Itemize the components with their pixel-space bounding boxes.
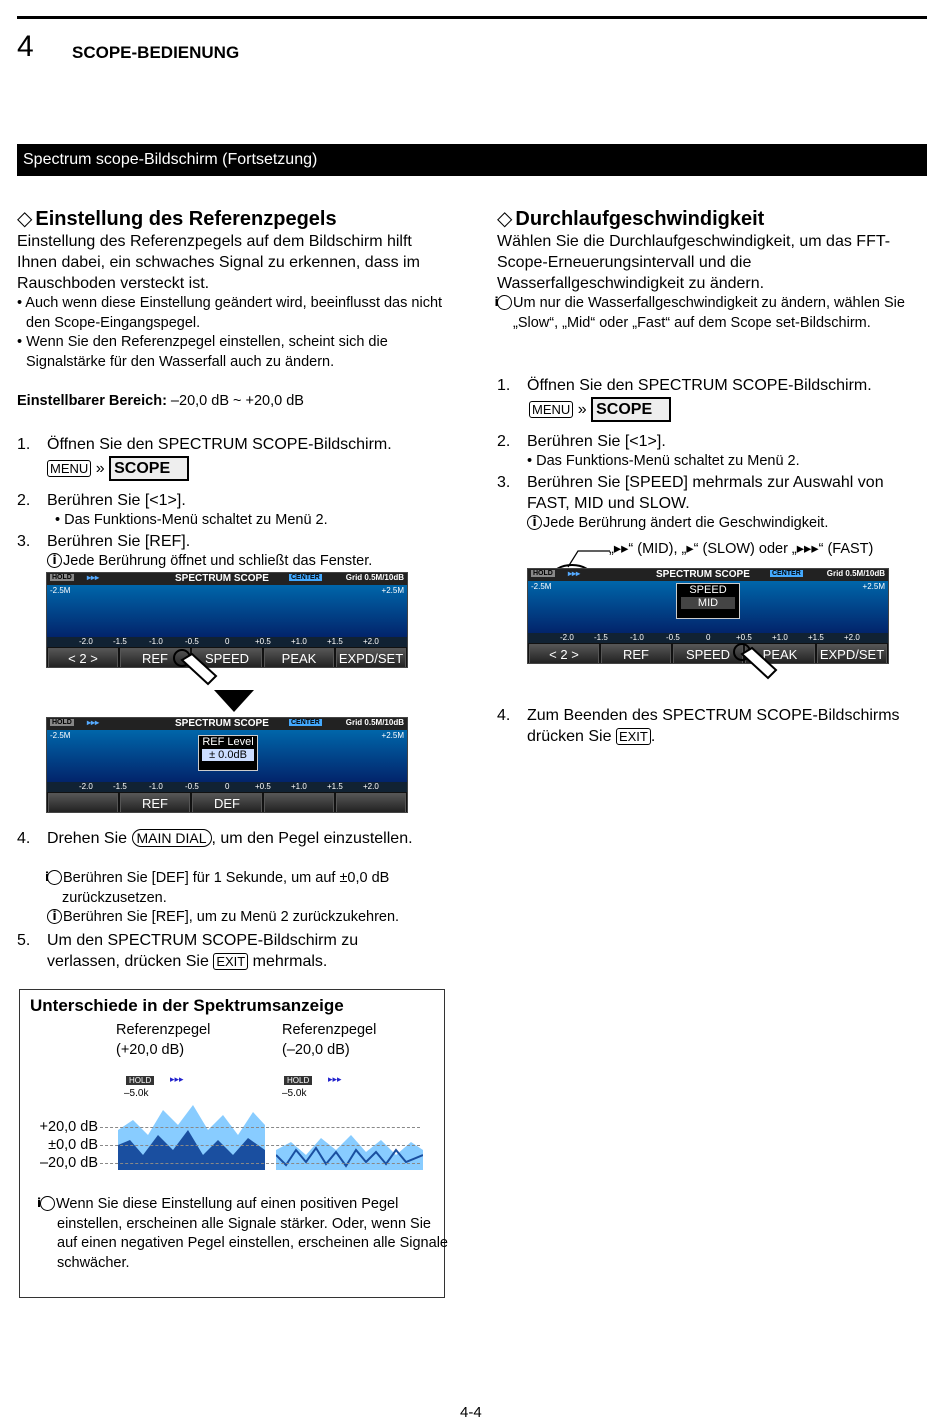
hand-pointer-icon xyxy=(728,640,788,686)
left-step4-sub2 xyxy=(47,908,442,928)
grid-label: Grid 0.5M/10dB xyxy=(345,718,404,727)
tick: +1.0 xyxy=(291,782,307,791)
center-badge: CENTER xyxy=(291,574,320,581)
tick: -1.5 xyxy=(113,782,127,791)
tick: +1.5 xyxy=(808,633,824,642)
scope-screen-2 xyxy=(46,717,408,813)
peak-button[interactable]: PEAK xyxy=(264,648,334,668)
tick: +2.0 xyxy=(844,633,860,642)
def-button[interactable]: DEF xyxy=(192,793,262,813)
left-step5 xyxy=(47,930,417,972)
left-step3-sub xyxy=(47,552,372,572)
right-note xyxy=(494,294,938,333)
dashed-line-zero xyxy=(100,1145,420,1146)
speed-popup-title: SPEED xyxy=(689,584,727,596)
diff-col2: Referenzpegel xyxy=(282,1022,377,1038)
heading-text: Einstellung des Referenzpegels xyxy=(35,208,337,230)
tick: +0.5 xyxy=(736,633,752,642)
diff-col2-val: (–20,0 dB) xyxy=(282,1042,350,1058)
diff-panel-1 xyxy=(118,1070,265,1178)
freq-label: –5.0k xyxy=(282,1088,307,1099)
section-bar xyxy=(17,144,927,176)
step4-sub2-text: Berühren Sie [REF], um zu Menü 2 zurückzukehren. xyxy=(63,909,400,925)
diamond-icon: ◇ xyxy=(497,208,513,230)
range-line xyxy=(17,392,304,412)
heading-text: Durchlaufgeschwindigkeit xyxy=(515,208,765,230)
left-intro: Einstellung des Referenzpegels auf dem Bildschirm hilft Ihnen dabei, ein schwaches Signal zu erkennen, dass im Rauschboden versteckt ist. xyxy=(17,233,420,292)
heading-ref-level xyxy=(17,206,337,231)
right-step1: Öffnen Sie den SPECTRUM SCOPE-Bildschirm. xyxy=(527,377,872,394)
right-step4-num: 4. xyxy=(497,707,511,724)
step4-text-a: Drehen Sie xyxy=(47,830,132,847)
tick: -2.0 xyxy=(79,782,93,791)
center-badge: CENTER xyxy=(291,719,320,726)
left-step3: Berühren Sie [REF]. xyxy=(47,533,191,550)
ref-level-title: REF Level xyxy=(202,736,254,748)
right-step1-num: 1. xyxy=(497,377,511,394)
tick: +2.0 xyxy=(363,637,379,646)
right-step4-text-a: Zum Beenden des SPECTRUM SCOPE-Bildschirms drücken Sie xyxy=(527,707,900,745)
tick: -2.0 xyxy=(79,637,93,646)
empty-button[interactable] xyxy=(264,793,334,813)
step4-text-b: , um den Pegel einzustellen. xyxy=(211,830,413,847)
dashed-line-minus20 xyxy=(100,1163,420,1164)
scope-screen-3 xyxy=(527,568,889,664)
diff-note-text: Wenn Sie diese Einstellung auf einen positiven Pegel einstellen, erscheinen alle Signale stärker. Oder, wenn Sie auf einen negativen Pegel einstellen, erscheinen alle Signale schwächer. xyxy=(56,1196,448,1271)
step4-sub1-text: Berühren Sie [DEF] für 1 Sekunde, um auf ±0,0 dB zurückzusetzen. xyxy=(62,870,390,906)
center-badge: CENTER xyxy=(772,570,801,577)
tick: -1.0 xyxy=(630,633,644,642)
spectrum-area xyxy=(528,581,888,633)
screen-top-bar xyxy=(47,573,407,585)
scope-key: SCOPE xyxy=(591,397,671,422)
left-step3-sub-text: Jede Berührung öffnet und schließt das Fenster. xyxy=(63,553,373,569)
grid-label: Grid 0.5M/10dB xyxy=(826,569,885,578)
tick: -0.5 xyxy=(185,637,199,646)
page-number: 4-4 xyxy=(460,1404,482,1421)
lvl-plus20: +20,0 dB xyxy=(39,1119,98,1135)
left-freq: -2.5M xyxy=(531,582,552,591)
right-freq: +2.5M xyxy=(381,586,404,595)
tick: +1.0 xyxy=(291,637,307,646)
info-icon: i xyxy=(497,295,512,310)
exit-key: EXIT xyxy=(616,728,651,745)
menu-key: MENU xyxy=(529,401,573,418)
menu-page-button[interactable]: < 2 > xyxy=(529,644,599,664)
speed-arrows-icon: ▸▸▸ xyxy=(328,1074,342,1084)
speed-arrows-icon: ▸▸▸ xyxy=(87,718,100,727)
tick: +2.0 xyxy=(363,782,379,791)
tick: +1.5 xyxy=(327,782,343,791)
left-step1: Öffnen Sie den SPECTRUM SCOPE-Bildschirm. xyxy=(47,436,392,453)
left-step4-sub1 xyxy=(44,869,457,908)
left-step5-num: 5. xyxy=(17,932,31,949)
dashed-line-plus20 xyxy=(100,1127,420,1128)
step5-text-b: mehrmals. xyxy=(248,953,328,970)
speed-popup xyxy=(676,583,740,619)
hold-badge: HOLD xyxy=(284,1076,312,1085)
chevron-icon: » xyxy=(577,401,587,418)
right-freq: +2.5M xyxy=(381,731,404,740)
left-bullet-1: • Auch wenn diese Einstellung geändert wird, beeinflusst das nicht den Scope-Eingangspegel. xyxy=(17,295,443,331)
hold-badge: HOLD xyxy=(533,570,553,577)
tick: +0.5 xyxy=(255,782,271,791)
right-step2-sub: • Das Funktions-Menü schaltet zu Menü 2. xyxy=(527,453,800,469)
lvl-minus20: –20,0 dB xyxy=(39,1155,98,1171)
tick: +0.5 xyxy=(255,637,271,646)
grid-label: Grid 0.5M/10dB xyxy=(345,573,404,582)
spectrum-area xyxy=(47,585,407,637)
peak-button[interactable]: PEAK xyxy=(745,644,815,664)
chevron-icon: » xyxy=(95,460,105,477)
ref-level-value: ± 0.0dB xyxy=(202,749,254,761)
tick: 0 xyxy=(225,637,230,646)
expd-set-button[interactable]: EXPD/SET xyxy=(336,648,406,668)
tick: -1.5 xyxy=(594,633,608,642)
spectrum-weak-graphic xyxy=(276,1100,423,1170)
tick-row xyxy=(528,633,888,643)
right-intro: Wählen Sie die Durchlaufgeschwindigkeit, um das FFT-Scope-Erneuerungsintervall und die Wasserfallgeschwindigkeit zu ändern. xyxy=(497,233,891,292)
tick: +1.0 xyxy=(772,633,788,642)
right-step3: Berühren Sie [SPEED] mehrmals zur Auswahl von FAST, MID und SLOW. xyxy=(527,474,884,512)
spectrum-strong-graphic xyxy=(118,1100,265,1170)
tick: +1.5 xyxy=(327,637,343,646)
main-dial-key: MAIN DIAL xyxy=(132,829,212,847)
right-menu-path xyxy=(529,397,671,422)
left-bullet-2: • Wenn Sie den Referenzpegel einstellen, scheint sich die Signalstärke für den Wasserfall auch zu ändern. xyxy=(17,334,388,370)
left-step2: Berühren Sie [<1>]. xyxy=(47,492,186,509)
speed-arrows-icon: ▸▸▸ xyxy=(170,1074,184,1084)
hold-badge: HOLD xyxy=(52,574,72,581)
menu-key: MENU xyxy=(47,460,91,477)
left-step1-num: 1. xyxy=(17,436,31,453)
tick: -1.5 xyxy=(113,637,127,646)
speed-callout: „▸▸“ (MID), „▸“ (SLOW) oder „▸▸▸“ (FAST) xyxy=(609,541,874,557)
empty-button[interactable] xyxy=(48,793,118,813)
info-icon: i xyxy=(527,515,542,530)
right-note-text: Um nur die Wasserfallgeschwindigkeit zu ändern, wählen Sie „Slow“, „Mid“ oder „Fast“ auf dem Scope set-Bildschirm. xyxy=(513,295,905,331)
left-step2-num: 2. xyxy=(17,492,31,509)
empty-button[interactable] xyxy=(336,793,406,813)
diff-col1: Referenzpegel xyxy=(116,1022,211,1038)
left-step3-num: 3. xyxy=(17,533,31,550)
speed-button[interactable]: SPEED xyxy=(673,644,743,664)
info-icon: i xyxy=(40,1196,55,1211)
info-icon: i xyxy=(47,870,62,885)
tick: -1.0 xyxy=(149,637,163,646)
info-icon: i xyxy=(47,909,62,924)
tick-row xyxy=(47,782,407,792)
left-freq: -2.5M xyxy=(50,586,71,595)
spectrum-area xyxy=(47,730,407,782)
right-step3-num: 3. xyxy=(497,474,511,491)
expd-set-button[interactable]: EXPD/SET xyxy=(817,644,887,664)
tick: -1.0 xyxy=(149,782,163,791)
right-freq: +2.5M xyxy=(862,582,885,591)
speed-arrows-icon: ▸▸▸ xyxy=(87,573,100,582)
screen-title: SPECTRUM SCOPE xyxy=(175,718,269,729)
hand-pointer-icon xyxy=(168,646,228,690)
info-icon: i xyxy=(47,553,62,568)
chapter-title: SCOPE-BEDIENUNG xyxy=(72,43,240,62)
right-step3-sub xyxy=(527,514,828,534)
step5-text-a: Um den SPECTRUM SCOPE-Bildschirm zu verlassen, drücken Sie xyxy=(47,932,359,970)
speed-arrows-icon: ▸▸▸ xyxy=(568,569,581,578)
freq-label: –5.0k xyxy=(124,1088,149,1099)
exit-key: EXIT xyxy=(213,953,248,970)
diff-note xyxy=(36,1195,452,1273)
menu-page-button[interactable]: < 2 > xyxy=(48,648,118,668)
left-step4-num: 4. xyxy=(17,830,31,847)
ref-button[interactable]: REF xyxy=(120,648,190,668)
chapter-number: 4 xyxy=(17,30,34,63)
left-menu-path xyxy=(47,456,189,481)
left-step2-sub: • Das Funktions-Menü schaltet zu Menü 2. xyxy=(55,512,328,528)
tick: -0.5 xyxy=(185,782,199,791)
ref-button[interactable]: REF xyxy=(120,793,190,813)
hold-badge: HOLD xyxy=(52,719,72,726)
diff-box-title: Unterschiede in der Spektrumsanzeige xyxy=(30,996,344,1015)
tick: -0.5 xyxy=(666,633,680,642)
range-label: Einstellbarer Bereich: xyxy=(17,393,167,409)
function-buttons xyxy=(528,643,888,664)
ref-button[interactable]: REF xyxy=(601,644,671,664)
screen-title: SPECTRUM SCOPE xyxy=(175,573,269,584)
lvl-zero: ±0,0 dB xyxy=(48,1137,98,1153)
tick: -2.0 xyxy=(560,633,574,642)
range-value: –20,0 dB ~ +20,0 dB xyxy=(166,393,304,409)
top-rule xyxy=(17,16,927,19)
right-step4-text-b: . xyxy=(650,728,656,745)
down-arrow-icon xyxy=(214,690,254,712)
left-step4 xyxy=(47,828,437,849)
hold-badge: HOLD xyxy=(126,1076,154,1085)
diff-panel-2 xyxy=(276,1070,423,1178)
tick: 0 xyxy=(706,633,711,642)
screen-title: SPECTRUM SCOPE xyxy=(656,569,750,580)
left-freq: -2.5M xyxy=(50,731,71,740)
diamond-icon: ◇ xyxy=(17,208,33,230)
tick: 0 xyxy=(225,782,230,791)
section-title: Spectrum scope-Bildschirm (Fortsetzung) xyxy=(23,151,318,168)
screen-top-bar xyxy=(47,718,407,730)
screen-top-bar xyxy=(528,569,888,581)
function-buttons xyxy=(47,792,407,813)
diff-col1-val: (+20,0 dB) xyxy=(116,1042,185,1058)
heading-scan-speed xyxy=(497,206,764,231)
scope-key: SCOPE xyxy=(109,456,189,481)
ref-level-popup xyxy=(198,735,258,771)
right-step3-sub-text: Jede Berührung ändert die Geschwindigkeit. xyxy=(543,515,829,531)
speed-button[interactable]: SPEED xyxy=(192,648,262,668)
right-step2-num: 2. xyxy=(497,433,511,450)
right-step2: Berühren Sie [<1>]. xyxy=(527,433,666,450)
speed-popup-value: MID xyxy=(681,597,735,609)
right-step4 xyxy=(527,705,932,747)
